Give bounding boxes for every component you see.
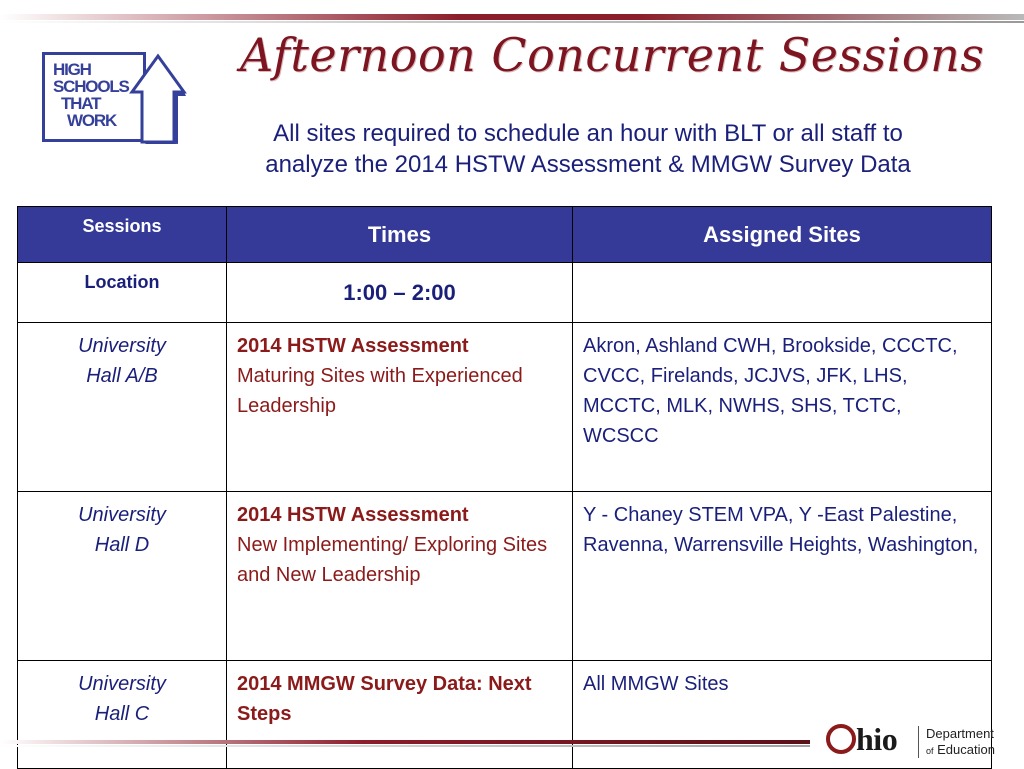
hstw-logo-text (53, 61, 133, 129)
header-assigned-sites: Assigned Sites (573, 207, 992, 263)
location-line-2: Hall C (94, 703, 150, 725)
session-description: Maturing Sites with Experienced Leadership (237, 365, 523, 417)
location-line-2: Hall D (94, 534, 150, 556)
hstw-arrow-logo-icon (128, 52, 190, 144)
subtitle-line-1: All sites required to schedule an hour with BLT or all staff to (273, 120, 903, 147)
hstw-logo (42, 52, 190, 144)
session-description: New Implementing/ Exploring Sites and New Leadership (237, 534, 548, 586)
dept-line-2 (926, 742, 995, 759)
header-times: Times (227, 207, 573, 263)
top-divider-line-thin (0, 21, 1024, 23)
logo-line-1: HIGH (53, 60, 91, 79)
row-assigned-sites: All MMGW Sites (573, 661, 992, 769)
subheader-empty (573, 263, 992, 323)
location-line-1: University (78, 335, 166, 357)
row-location (18, 492, 227, 661)
location-line-2: Hall A/B (86, 365, 158, 387)
session-title: 2014 HSTW Assessment (237, 504, 469, 526)
table-row (18, 492, 992, 661)
dept-of: of (926, 746, 934, 756)
bottom-divider-line (0, 740, 810, 744)
department-text (926, 726, 995, 759)
top-divider-line (0, 14, 1024, 20)
logo-line-3: THAT (61, 94, 101, 113)
row-session (227, 661, 573, 769)
subheader-location: Location (18, 263, 227, 323)
row-location (18, 661, 227, 769)
ohio-wordmark: hio (856, 721, 898, 757)
dept-education: Education (937, 742, 995, 757)
bottom-divider-line-thin (0, 745, 810, 747)
row-assigned-sites: Y - Chaney STEM VPA, Y -East Palestine, Ravenna, Warrensville Heights, Washington, (573, 492, 992, 661)
row-session (227, 492, 573, 661)
location-line-1: University (78, 504, 166, 526)
page-title: Afternoon Concurrent Sessions (240, 28, 985, 82)
header-sessions: Sessions (18, 207, 227, 263)
location-line-1: University (78, 673, 166, 695)
logo-line-4: WORK (67, 111, 117, 130)
row-location (18, 323, 227, 492)
subtitle-line-2: analyze the 2014 HSTW Assessment & MMGW Survey Data (265, 151, 911, 178)
dept-line-1: Department (926, 726, 994, 741)
session-title: 2014 MMGW Survey Data: Next Steps (237, 673, 532, 725)
sessions-table (17, 206, 992, 769)
logo-divider (918, 726, 919, 758)
session-title: 2014 HSTW Assessment (237, 335, 469, 357)
subheader-time: 1:00 – 2:00 (227, 263, 573, 323)
row-assigned-sites: Akron, Ashland CWH, Brookside, CCCTC, CVCC, Firelands, JCJVS, JFK, LHS, MCCTC, MLK, NWHS, SHS, TCTC, WCSCC (573, 323, 992, 492)
table-row (18, 323, 992, 492)
ohio-department-of-education-logo (826, 721, 1016, 760)
table-subheader-row (18, 263, 992, 323)
row-session (227, 323, 573, 492)
table-header-row (18, 207, 992, 263)
page-subtitle (190, 118, 986, 180)
logo-line-2: SCHOOLS (53, 77, 129, 96)
ohio-o-ring-icon (826, 724, 856, 754)
